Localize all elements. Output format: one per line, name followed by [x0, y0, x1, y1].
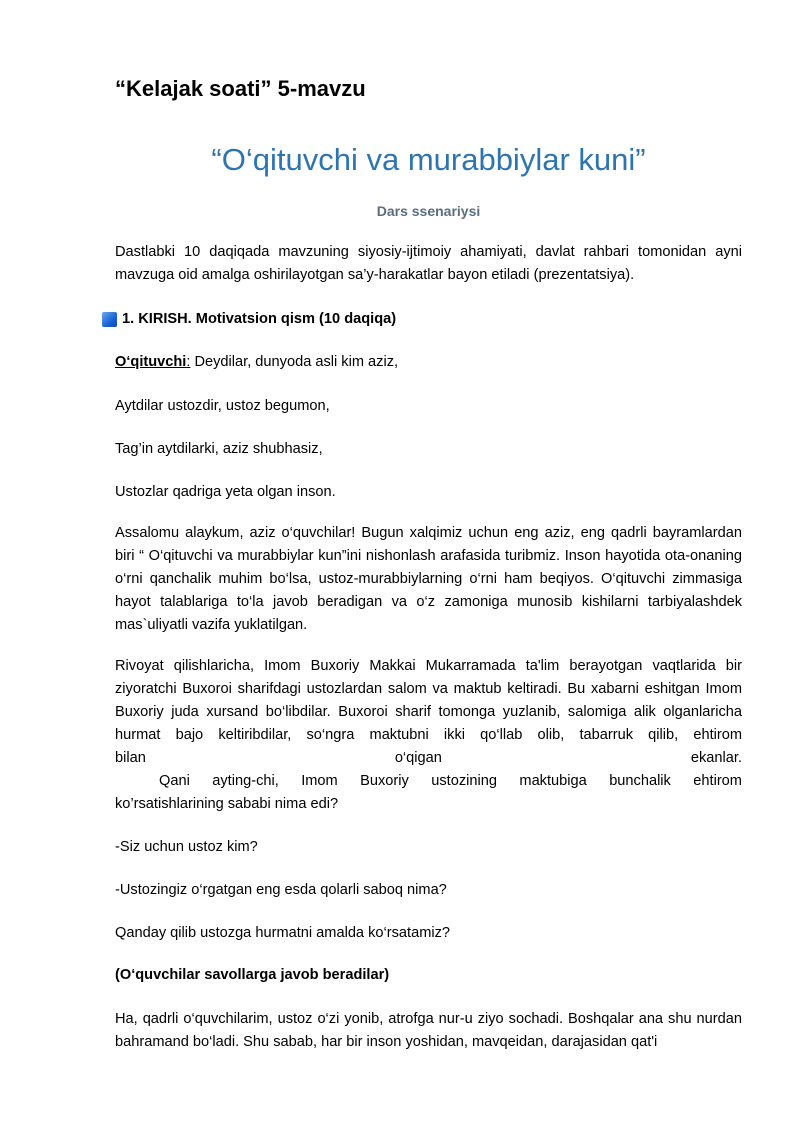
poem-line-1	[115, 351, 742, 374]
story-indent-line	[115, 770, 742, 793]
indent-word: bunchalik	[609, 773, 671, 789]
subtitle: Dars ssenariysi	[376, 203, 481, 219]
greeting-paragraph: Assalomu alaykum, aziz o‘quvchilar! Bugun xalqimiz uchun eng aziz, eng qadrli bayramlardan biri “ O‘qituvchi va murabbiylar kun”ini nishonlash arafasida turibmiz. Inson hayotida ota-onaning o‘rni qanchalik muhim bo‘lsa, ustoz-murabbiylarning o‘rni ham beqiyos. O‘qituvchi zimmasiga hayot talablariga to‘la javob beradigan va o‘z zamoniga munosib kishilarni tarbiyalashdek mas`uliyatli vazifa yuklatilgan.	[115, 525, 742, 633]
indent-word: ayting-chi,	[212, 773, 279, 789]
indent-word: ehtirom	[693, 773, 742, 789]
speaker-label: O‘qituvchi	[115, 354, 187, 370]
blue-square-icon	[102, 312, 117, 327]
question-2: -Ustozingiz o‘rgatgan eng esda qolarli saboq nima?	[115, 882, 447, 898]
spread-word: o‘qigan	[394, 750, 442, 766]
intro-paragraph: Dastlabki 10 daqiqada mavzuning siyosiy-ijtimoiy ahamiyati, davlat rahbari tomonidan ayni mavzuga oid amalga oshirilayotgan sa’y-harakatlar bayon etiladi (prezentatsiya).	[115, 244, 742, 283]
main-title: “O‘qituvchi va murabbiylar kuni”	[211, 142, 646, 177]
poem-line-1-text: Deydilar, dunyoda asli kim aziz,	[190, 354, 399, 370]
section-heading	[115, 308, 742, 331]
story-last-line: ko’rsatishlarining sababi nima edi?	[115, 796, 339, 812]
spread-word: bilan	[115, 750, 146, 766]
question-3: Qanday qilib ustozga hurmatni amalda ko‘rsatamiz?	[115, 925, 451, 941]
poem-line-3: Tag’in aytdilarki, aziz shubhasiz,	[115, 441, 323, 457]
spread-word: ekanlar.	[690, 750, 742, 766]
poem-line-4: Ustozlar qadriga yeta olgan inson.	[115, 484, 336, 500]
story-paragraph-main: Rivoyat qilishlaricha, Imom Buxoriy Makkai Mukarramada ta'lim berayotgan vaqtlarida bir ziyoratchi Buxoroi sharifdagi ustozlardan salom va maktub keltiradi. Bu xabarni eshitgan Imom Buxoriy juda xursand bo‘libdilar. Buxoroi sharif tomonga yuzlanib, salomiga alik olganlaricha hurmat bajo keltiribdilar, so‘ngra maktubni ikki qo‘llab olib, tabarruk qilib, ehtirom	[115, 658, 742, 743]
lesson-header-title: “Kelajak soati” 5-mavzu	[115, 76, 366, 101]
story-spread-line	[115, 747, 742, 770]
students-answer-note: (O‘quvchilar savollarga javob beradilar)	[115, 967, 390, 983]
section-heading-text: 1. KIRISH. Motivatsion qism (10 daqiqa)	[122, 311, 397, 327]
poem-line-2: Aytdilar ustozdir, ustoz begumon,	[115, 398, 330, 414]
story-paragraph	[115, 655, 742, 816]
indent-word: ustozining	[431, 773, 497, 789]
indent-word: Buxoriy	[360, 773, 409, 789]
question-1: -Siz uchun ustoz kim?	[115, 839, 258, 855]
indent-word: Qani	[159, 773, 190, 789]
closing-paragraph: Ha, qadrli o‘quvchilarim, ustoz o‘zi yonib, atrofga nur-u ziyo sochadi. Boshqalar ana shu nurdan bahramand bo‘ladi. Shu sabab, har bir inson yoshidan, mavqeidan, darajasidan qat'i	[115, 1011, 742, 1050]
indent-word: Imom	[301, 773, 338, 789]
speaker-colon: :	[186, 354, 191, 370]
indent-word: maktubiga	[519, 773, 587, 789]
